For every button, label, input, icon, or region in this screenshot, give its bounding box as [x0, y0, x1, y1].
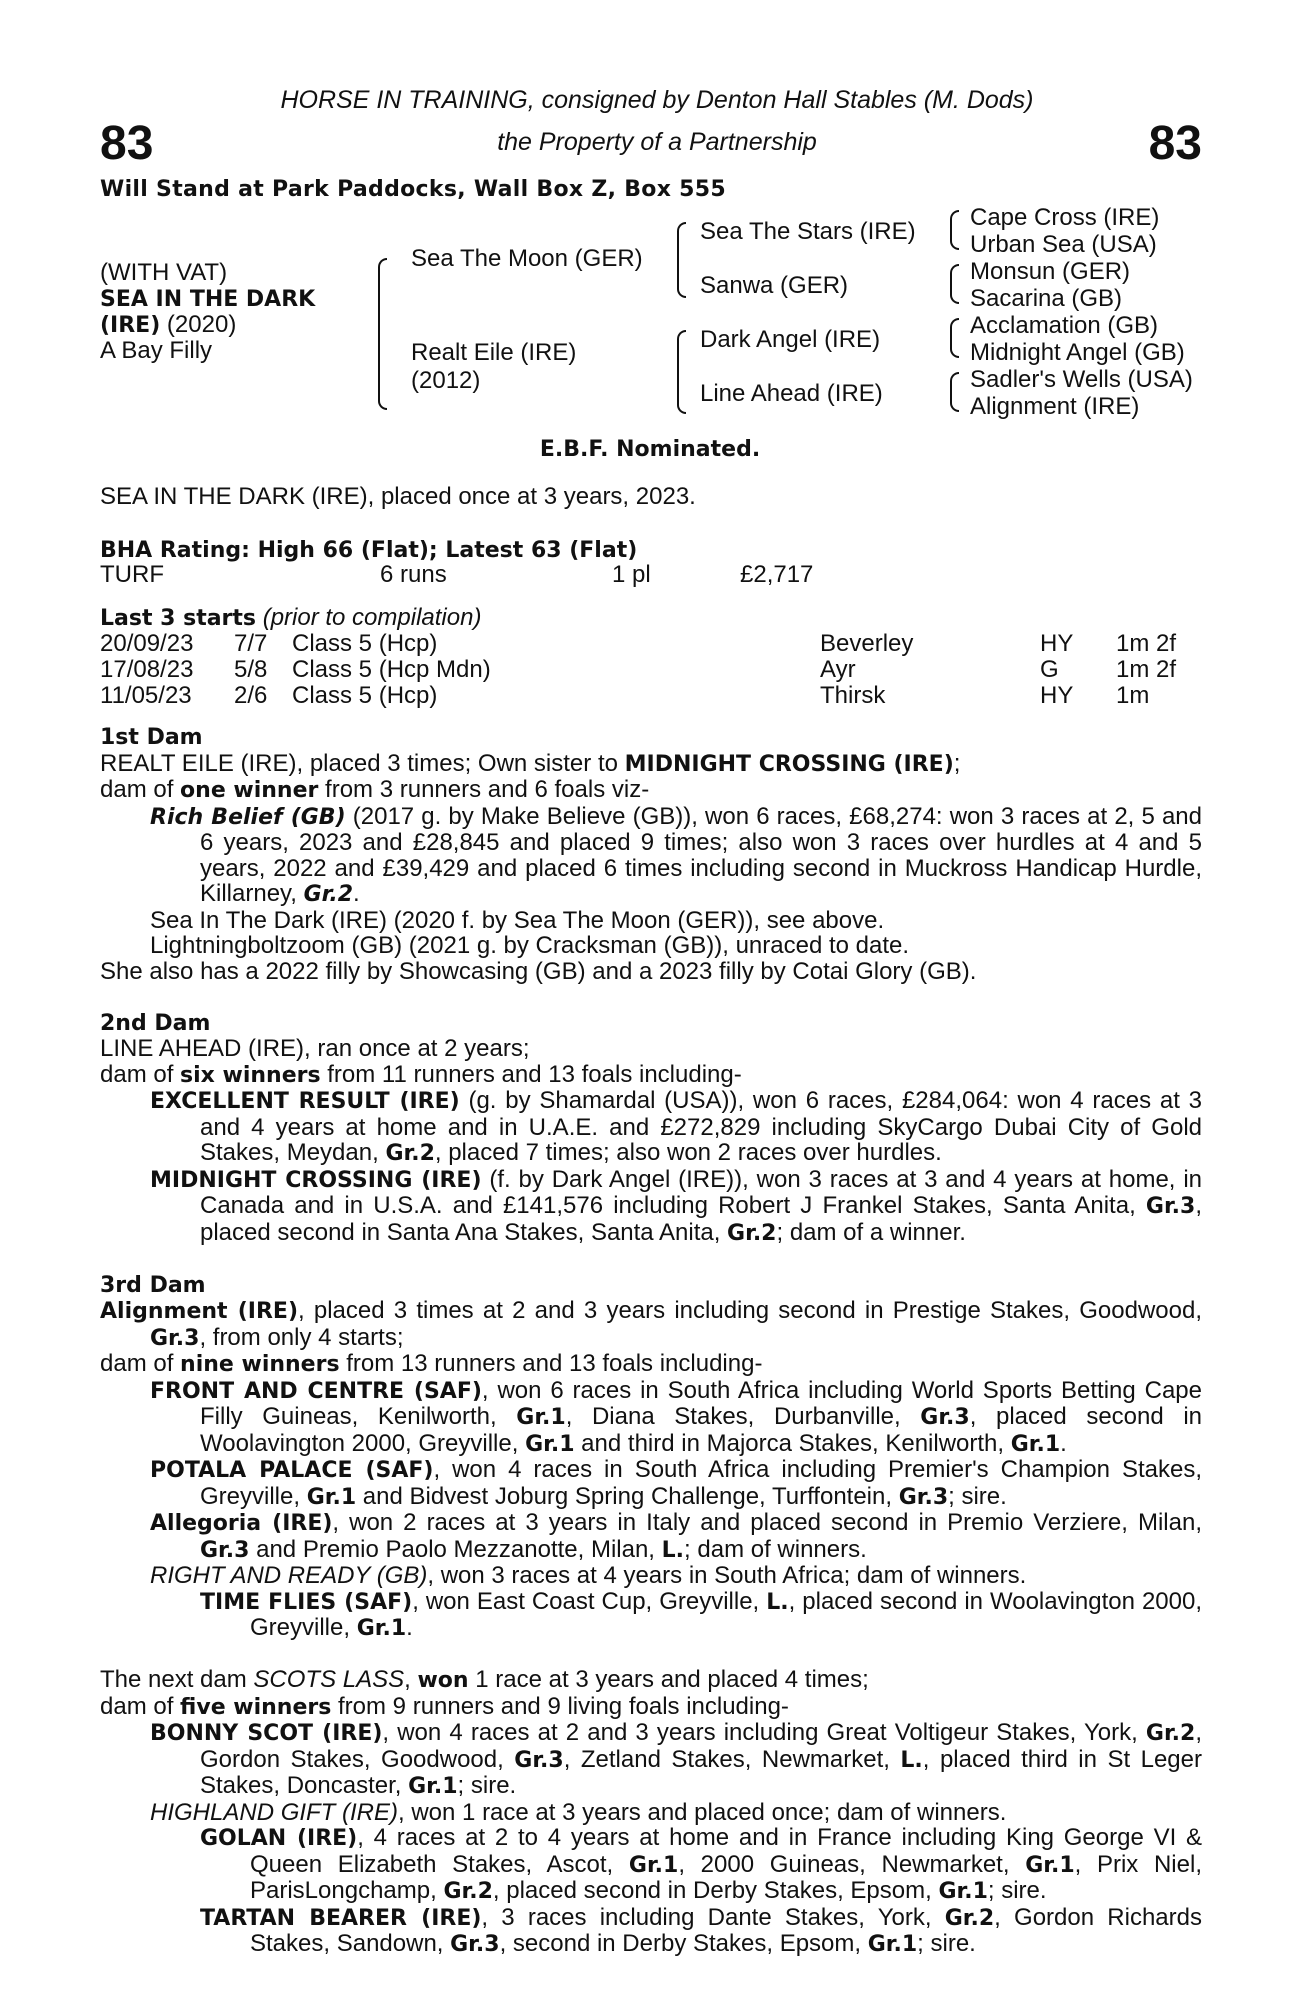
- pedigree-g2: Urban Sea (USA): [970, 231, 1157, 258]
- entry-midnight-crossing: MIDNIGHT CROSSING (IRE) (f. by Dark Angel (IRE)), won 3 races at 3 and 4 years at home, in Canada and in U.S.A. and £141,576 including Robert J Frankel Stakes, Santa Anita, Gr.3, placed second in Santa Ana Stakes, Santa Anita, Gr.2; dam of a winner.: [150, 1165, 1202, 1246]
- entry-rich-belief: Rich Belief (GB) (2017 g. by Make Believe (GB)), won 6 races, £68,274: won 3 races at 2, 5 and 6 years, 2023 and £28,845 and placed 9 times; also won 3 races over hurdles at 4 and 5 years, 2022 and £39,429 and placed 6 times including second in Muckross Handicap Hurdle, Killarney, Gr.2.: [150, 802, 1203, 907]
- pedigree-g5: Acclamation (GB): [970, 312, 1159, 339]
- third-dam-line: Alignment (IRE), placed 3 times at 2 and 3 years including second in Prestige Stakes, Goodwood, Gr.3, from only 4 starts;: [100, 1297, 1202, 1351]
- first-dam-also: She also has a 2022 filly by Showcasing (GB) and a 2023 filly by Cotai Glory (GB).: [100, 957, 977, 985]
- pedigree-brace-g2: [950, 264, 959, 304]
- pedigree-g8: Alignment (IRE): [970, 393, 1140, 420]
- pedigree-brace-g4: [950, 372, 959, 412]
- entry-golan: GOLAN (IRE), 4 races at 2 to 4 years at home and in France including King George VI & Queen Elizabeth Stakes, Ascot, Gr.1, 2000 Guineas, Newmarket, Gr.1, Prix Niel, ParisLongchamp, Gr.2, placed second in Derby Stakes, Epsom, Gr.1; sire.: [200, 1824, 1202, 1904]
- lot-number-right: 83: [1148, 117, 1202, 170]
- lot-number-left: 83: [100, 117, 154, 170]
- pedigree-sire: Sea The Moon (GER): [411, 245, 643, 272]
- entry-sea-in-the-dark: Sea In The Dark (IRE) (2020 f. by Sea The Moon (GER)), see above.: [150, 906, 885, 934]
- entry-allegoria: Allegoria (IRE), won 2 races at 3 years in Italy and placed second in Premio Verziere, Milan, Gr.3 and Premio Paolo Mezzanotte, Milan, L.; dam of winners.: [150, 1509, 1202, 1563]
- start-row: 20/09/23 7/7 Class 5 (Hcp) Beverley HY 1m 2f: [100, 630, 1177, 657]
- pedigree-brace-g3: [950, 318, 959, 358]
- race-summary: SEA IN THE DARK (IRE), placed once at 3 years, 2023.: [100, 483, 696, 510]
- start-row: 17/08/23 5/8 Class 5 (Hcp Mdn) Ayr G 1m 2f: [100, 656, 1177, 683]
- rating-surface: TURF: [100, 561, 164, 588]
- horse-description: A Bay Filly: [100, 337, 213, 364]
- pedigree-brace-dam: [677, 330, 686, 414]
- pedigree-g4: Sacarina (GB): [970, 285, 1123, 312]
- pedigree-sire-dam: Sanwa (GER): [700, 272, 849, 299]
- third-dam-produce: dam of nine winners from 13 runners and 13 foals including-: [100, 1350, 763, 1377]
- third-dam-title: 3rd Dam: [100, 1272, 206, 1298]
- entry-lightningboltzoom: Lightningboltzoom (GB) (2021 g. by Cracksman (GB)), unraced to date.: [150, 932, 910, 959]
- rating-earnings: £2,717: [740, 561, 814, 588]
- produce-record: [100, 724, 1202, 1958]
- pedigree-dam-dam: Line Ahead (IRE): [700, 380, 883, 407]
- start-row: 11/05/23 2/6 Class 5 (Hcp) Thirsk HY 1m: [100, 682, 1150, 709]
- entry-potala-palace: POTALA PALACE (SAF), won 4 races in South Africa including Premier's Champion Stakes, Greyville, Gr.1 and Bidvest Joburg Spring Challenge, Turffontein, Gr.3; sire.: [150, 1456, 1203, 1510]
- pedigree-dam-sire: Dark Angel (IRE): [700, 326, 881, 353]
- second-dam-produce: dam of six winners from 11 runners and 13 foals including-: [100, 1060, 742, 1088]
- second-dam-title: 2nd Dam: [100, 1010, 211, 1036]
- pedigree-dam-year: (2012): [411, 367, 481, 394]
- last-starts-title: Last 3 starts (prior to compilation): [100, 604, 482, 631]
- pedigree-sire-sire: Sea The Stars (IRE): [700, 218, 916, 245]
- horse-name: SEA IN THE DARK: [100, 287, 316, 312]
- first-dam-title: 1st Dam: [100, 725, 203, 750]
- pedigree-brace-sire: [677, 222, 686, 298]
- consignor-line: HORSE IN TRAINING, consigned by Denton Hall Stables (M. Dods): [280, 86, 1034, 114]
- vat-note: (WITH VAT): [100, 259, 228, 286]
- pedigree-brace-g1: [950, 210, 959, 250]
- entry-time-flies: TIME FLIES (SAF), won East Coast Cup, Greyville, L., placed second in Woolavington 2000, Greyville, Gr.1.: [200, 1587, 1203, 1641]
- bha-rating: BHA Rating: High 66 (Flat); Latest 63 (Flat): [100, 538, 638, 563]
- next-dam-produce: dam of five winners from 9 runners and 9 living foals including-: [100, 1692, 789, 1720]
- entry-bonny-scot: BONNY SCOT (IRE), won 4 races at 2 and 3 years including Great Voltigeur Stakes, York, Gr.2, Gordon Stakes, Goodwood, Gr.3, Zetland Stakes, Newmarket, L., placed third in St Leger Stakes, Doncaster, Gr.1; sire.: [150, 1719, 1202, 1799]
- entry-front-and-centre: FRONT AND CENTRE (SAF), won 6 races in South Africa including World Sports Betting Cape Filly Guineas, Kenilworth, Gr.1, Diana Stakes, Durbanville, Gr.3, placed second in Woolavington 2000, Greyville, Gr.1 and third in Majorca Stakes, Kenilworth, Gr.1.: [150, 1376, 1203, 1457]
- pedigree-g1: Cape Cross (IRE): [970, 204, 1160, 231]
- rating-runs: 6 runs: [380, 561, 447, 588]
- entry-right-and-ready: RIGHT AND READY (GB), won 3 races at 4 years in South Africa; dam of winners.: [150, 1562, 1027, 1589]
- ebf-nomination: E.B.F. Nominated.: [539, 437, 761, 462]
- pedigree-dam: Realt Eile (IRE): [411, 339, 577, 366]
- second-dam-line: LINE AHEAD (IRE), ran once at 2 years;: [100, 1035, 530, 1062]
- pedigree-g7: Sadler's Wells (USA): [970, 366, 1193, 393]
- next-dam-line: The next dam SCOTS LASS, won 1 race at 3 years and placed 4 times;: [100, 1666, 869, 1693]
- entry-tartan-bearer: TARTAN BEARER (IRE), 3 races including Dante Stakes, York, Gr.2, Gordon Richards Stakes, Sandown, Gr.3, second in Derby Stakes, Epsom, Gr.1; sire.: [200, 1903, 1202, 1957]
- pedigree-g6: Midnight Angel (GB): [970, 339, 1185, 366]
- last-starts-table: [100, 631, 1220, 709]
- pedigree-brace-main: [378, 258, 387, 410]
- first-dam-line: REALT EILE (IRE), placed 3 times; Own sister to MIDNIGHT CROSSING (IRE);: [100, 749, 961, 777]
- property-line: the Property of a Partnership: [497, 128, 817, 156]
- entry-excellent-result: EXCELLENT RESULT (IRE) (g. by Shamardal (USA)), won 6 races, £284,064: won 4 races at 3 and 4 years at home and in U.A.E. and £272,829 including SkyCargo Dubai City of Gold Stakes, Meydan, Gr.2, placed 7 times; also won 2 races over hurdles.: [150, 1087, 1202, 1166]
- rating-placed: 1 pl: [612, 561, 651, 588]
- horse-name-country: (IRE) (2020): [100, 311, 237, 338]
- pedigree-g3: Monsun (GER): [970, 258, 1131, 285]
- stand-location: Will Stand at Park Paddocks, Wall Box Z, Box 555: [100, 177, 726, 202]
- first-dam-produce: dam of one winner from 3 runners and 6 foals viz-: [100, 776, 650, 803]
- entry-highland-gift: HIGHLAND GIFT (IRE), won 1 race at 3 years and placed once; dam of winners.: [150, 1798, 1007, 1826]
